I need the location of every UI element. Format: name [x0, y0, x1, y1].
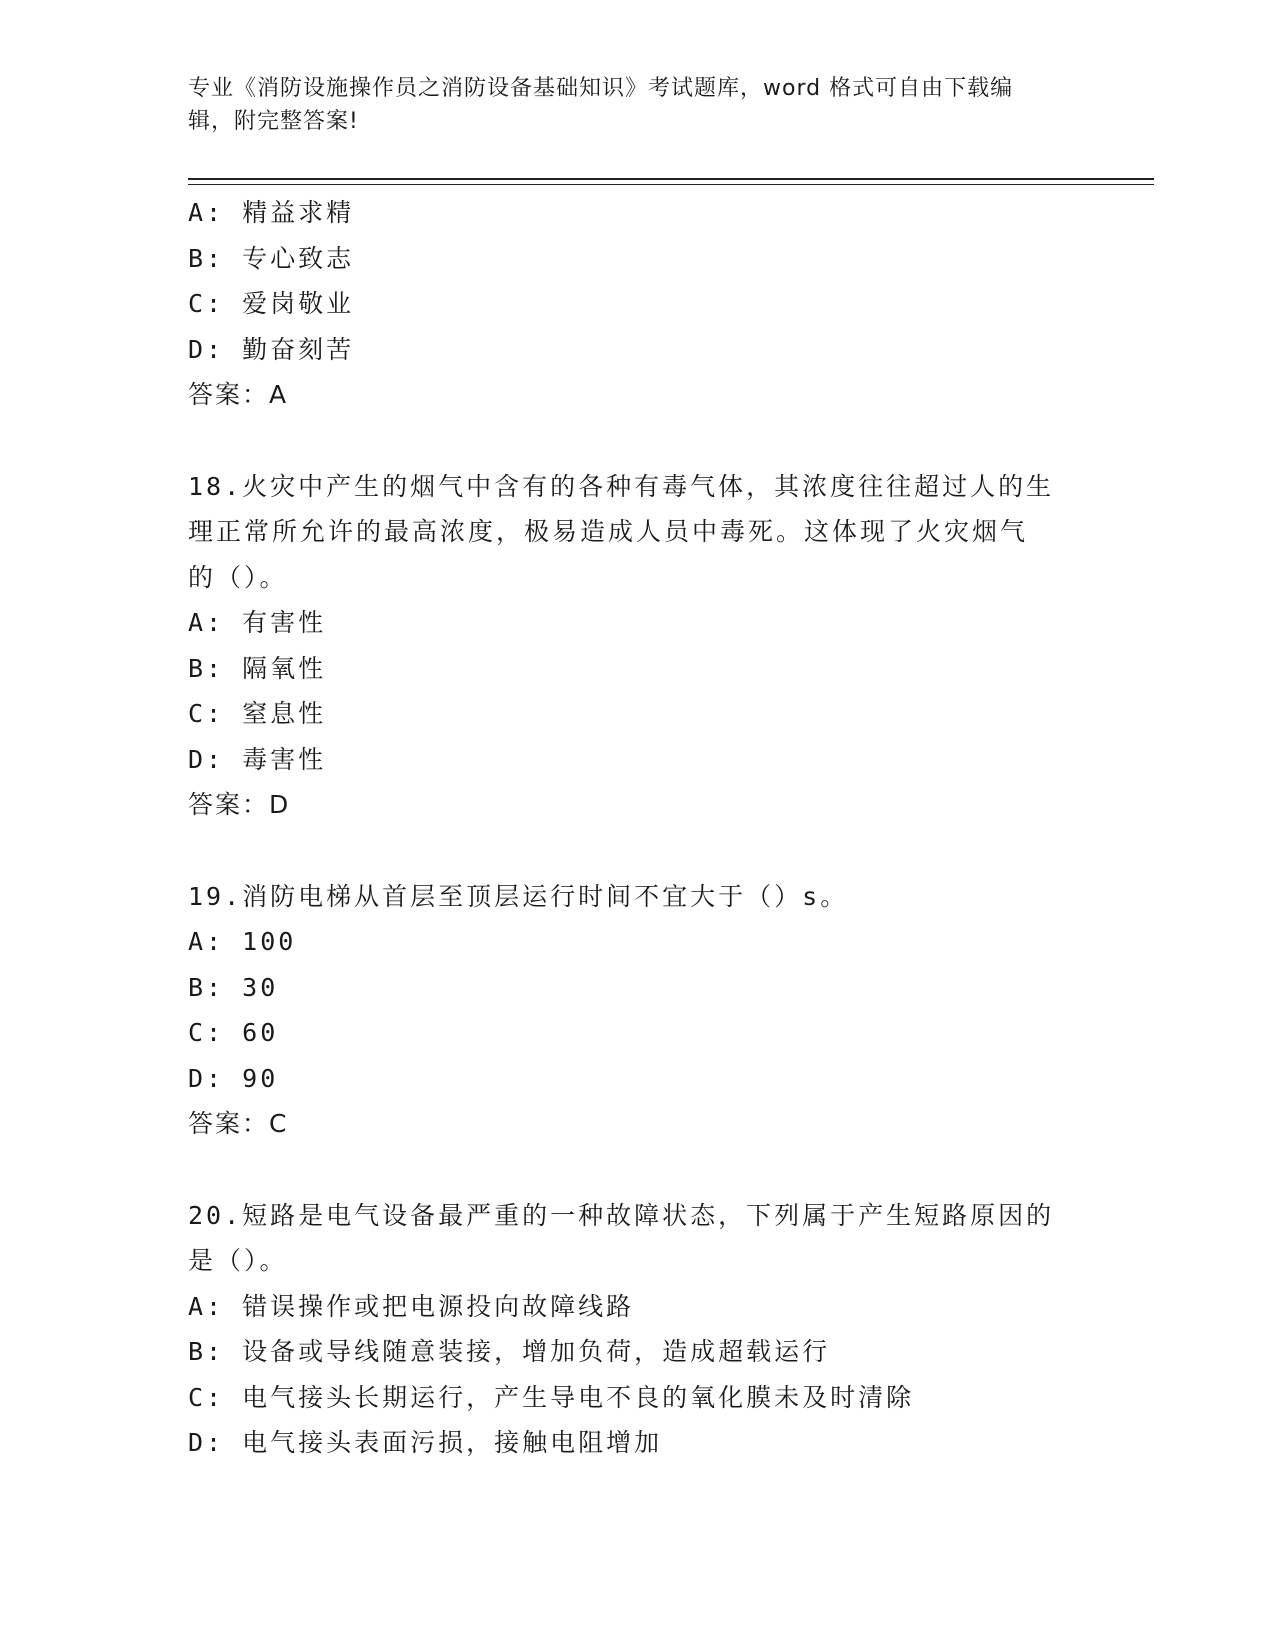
question-stem-line: 18.火灾中产生的烟气中含有的各种有毒气体，其浓度往往超过人的生 [188, 471, 1055, 501]
option-c: C: 60 [188, 1018, 279, 1047]
spacer [188, 1147, 1088, 1193]
question-stem-line: 19.消防电梯从首层至顶层运行时间不宜大于（）s。 [188, 881, 849, 911]
option-a: A: 错误操作或把电源投向故障线路 [188, 1291, 635, 1321]
option-c: C: 爱岗敬业 [188, 289, 355, 318]
question-20 [188, 1193, 1088, 1466]
option-d: D: 电气接头表面污损，接触电阻增加 [188, 1428, 663, 1457]
option-b: B: 30 [188, 972, 279, 1002]
answer-line: 答案：D [188, 790, 291, 819]
answer-line: 答案：A [188, 380, 289, 409]
option-d: D: 90 [188, 1063, 279, 1093]
question-18 [188, 464, 1088, 828]
header-line-1: 专业《消防设施操作员之消防设备基础知识》考试题库，word 格式可自由下载编 [188, 76, 1014, 101]
document-body [188, 190, 1088, 1466]
document-header [188, 72, 1078, 138]
header-line-2: 辑，附完整答案! [188, 109, 359, 134]
question-stem-line: 理正常所允许的最高浓度，极易造成人员中毒死。这体现了火灾烟气 [188, 517, 1029, 546]
header-divider-thin [188, 184, 1154, 185]
question-stem-line: 20.短路是电气设备最严重的一种故障状态，下列属于产生短路原因的 [188, 1200, 1055, 1230]
option-a: A: 有害性 [188, 608, 327, 637]
question-stem-line: 的（）。 [188, 562, 288, 592]
option-a: A: 100 [188, 927, 297, 956]
header-divider-thick [188, 178, 1154, 180]
question-19 [188, 874, 1088, 1147]
option-d: D: 毒害性 [188, 744, 327, 774]
option-c: C: 电气接头长期运行，产生导电不良的氧化膜未及时清除 [188, 1382, 915, 1412]
question-17 [188, 190, 1088, 418]
option-a: A: 精益求精 [188, 198, 355, 227]
answer-line: 答案：C [188, 1109, 289, 1138]
option-b: B: 设备或导线随意装接，增加负荷，造成超载运行 [188, 1337, 831, 1366]
spacer [188, 828, 1088, 874]
option-c: C: 窒息性 [188, 699, 327, 728]
option-d: D: 勤奋刻苦 [188, 334, 355, 364]
option-b: B: 隔氧性 [188, 653, 327, 683]
option-b: B: 专心致志 [188, 243, 355, 273]
spacer [188, 418, 1088, 464]
question-stem-line: 是（）。 [188, 1246, 288, 1275]
